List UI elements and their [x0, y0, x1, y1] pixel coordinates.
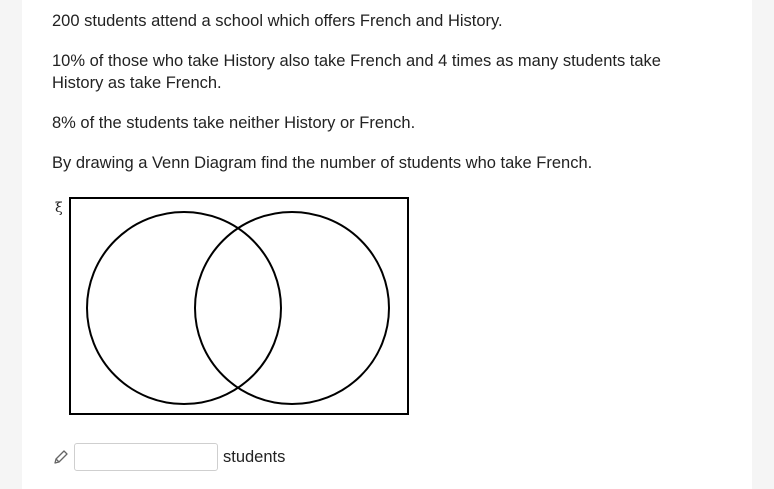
answer-row: [52, 441, 285, 473]
question-text-3: 8% of the students take neither History or French.: [52, 114, 416, 132]
universal-set-symbol: ξ: [55, 200, 63, 216]
venn-circle-right: [195, 212, 389, 404]
venn-circle-left: [87, 212, 281, 404]
question-text-4: By drawing a Venn Diagram find the number of students who take French.: [52, 154, 593, 172]
question-text-2: 10% of those who take History also take French and 4 times as many students take History as take French.: [52, 52, 661, 92]
pencil-icon: [52, 448, 70, 466]
answer-unit-label: students: [223, 447, 286, 466]
question-text-1: 200 students attend a school which offers French and History.: [52, 12, 503, 30]
question-panel: [22, 0, 752, 489]
venn-diagram: [52, 194, 412, 419]
answer-input[interactable]: [74, 443, 218, 471]
